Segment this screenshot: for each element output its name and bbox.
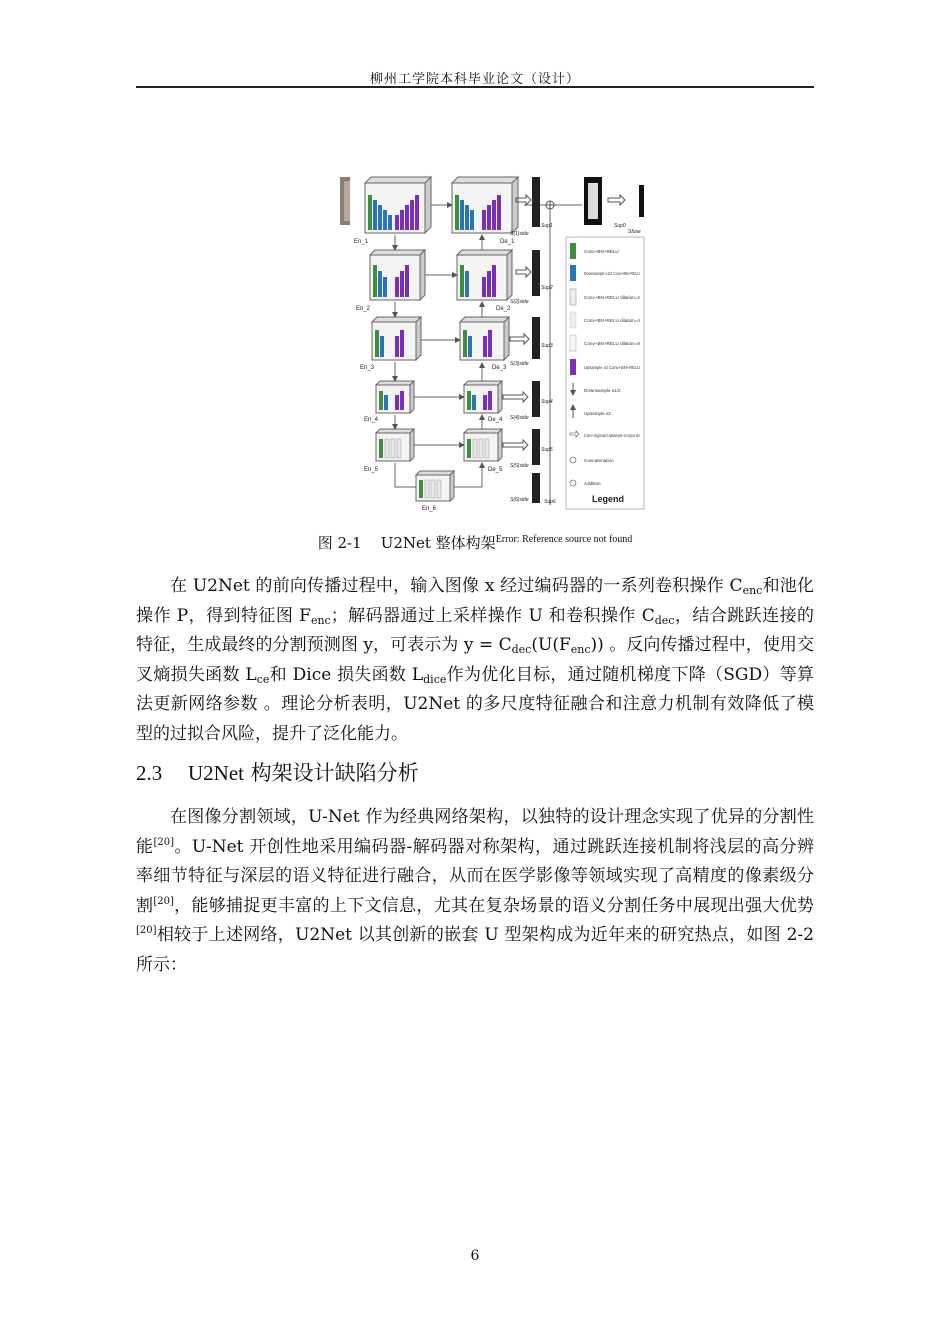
legend-item-9: Conv+Sigmoid Upsample to input siz — [584, 433, 641, 438]
decoder-de3 — [460, 317, 509, 360]
label-de3: De_3 — [492, 365, 507, 371]
label-de5: De_5 — [488, 467, 503, 473]
legend-item-10: Concatenation — [584, 458, 614, 463]
encoder-en1 — [365, 177, 431, 233]
label-fuse: Sfuse — [628, 229, 641, 235]
label-sup4: Sup4 — [541, 399, 553, 405]
legend-item-5: Conv+BN+RELU dilation=8 — [584, 341, 641, 346]
citation[interactable]: [20] — [153, 895, 174, 907]
legend-item-11: Addition — [584, 481, 601, 486]
section-title-cjk: 构架设计缺陷分析 — [244, 761, 419, 785]
figure-caption — [136, 532, 814, 553]
label-sup6: Sup6 — [544, 499, 556, 505]
label-en6: En_6 — [422, 506, 437, 512]
paragraph-forward-propagation: 在 U2Net 的前向传播过程中，输入图像 x 经过编码器的一系列卷积操作 $C_{enc}$和池化操作 P，得到特征图 $F_{enc}$；解码器通过上采样操作 U 和卷积操作 $C_{dec}$，结合跳跃连接的特征，生成最终的分割预测图 y，可表示为 $y = C_{dec}(U(F_{enc}))$ 。反向传播过程中，使用交叉熵损失函数 $L_{ce}$和 Dice 损失函数 $L_{dice}$作为优化目标，通过随机梯度下降（SGD）等算法更新网络参数 。理论分析表明，U2Net 的多尺度特征融合和注意力机制有效降低了模型的过拟合风险，提升了泛化能力。 — [136, 576, 815, 744]
decoder-de2 — [457, 250, 512, 300]
label-en1: En_1 — [354, 239, 369, 245]
encoder-en5 — [376, 429, 414, 461]
label-side5: S(5)side — [510, 463, 529, 469]
decoder-de4 — [464, 381, 502, 413]
label-sup5: Sup5 — [541, 447, 553, 453]
legend-item-3: Conv+BN+RELU dilation=2 — [584, 295, 641, 300]
label-sup3: Sup3 — [541, 343, 553, 349]
legend-title: Legend — [592, 494, 625, 504]
caption-text: U2Net 整体构架 — [380, 534, 496, 552]
caption-label: 图 2-1 — [317, 534, 362, 552]
label-en3: En_3 — [360, 365, 375, 371]
paragraph-unet-analysis: 在图像分割领域，U-Net 作为经典网络架构，以独特的设计理念实现了优异的分割性能[20]。U-Net 开创性地采用编码器-解码器对称架构，通过跳跃连接机制将浅层的高分辨率细节特征与深层的语义特征进行融合，从而在医学影像等领域实现了高精度的像素级分割[20]，能够捕捉更丰富的上下文信息，尤其在复杂场景的语义分割任务中展现出强大优势[20]相较于上述网络，U2Net 以其创新的嵌套 U 型架构成为近年来的研究热点，如图 2-2 所示： — [136, 807, 815, 975]
section-title-latin: U2Net — [188, 761, 244, 785]
section-heading — [136, 757, 419, 787]
label-side3: S(3)side — [510, 361, 529, 367]
label-de1: De_1 — [500, 239, 515, 245]
running-header: 柳州工学院本科毕业论文（设计） — [369, 72, 580, 87]
label-side1: S(1)side — [510, 231, 529, 237]
caption-error: Error: Reference source not found — [495, 534, 633, 545]
decoder-de5 — [464, 429, 502, 461]
label-sup1: Sup1 — [541, 223, 553, 229]
legend-item-6: Upsample x2 Conv+BN+RELU — [584, 365, 640, 370]
citation[interactable]: [20] — [136, 925, 157, 936]
legend-item-1: Conv+BN+RELU — [584, 249, 619, 254]
u2net-architecture-figure — [340, 175, 645, 515]
encoder-en3 — [372, 317, 421, 360]
encoder-en2 — [370, 250, 425, 300]
label-sup2: Sup2 — [541, 285, 553, 291]
header-rule — [136, 86, 814, 88]
encoder-en6 — [416, 471, 454, 501]
legend-item-2: Downsample x1/2 Conv+BN+RELU — [584, 271, 640, 276]
label-de4: De_4 — [488, 417, 503, 423]
legend-item-8: Upsample x2 — [584, 411, 611, 416]
label-side6: S(6)side — [510, 497, 529, 503]
page-number: 6 — [470, 1248, 480, 1264]
label-en2: En_2 — [356, 306, 371, 312]
legend — [566, 237, 644, 509]
section-number: 2.3 — [136, 761, 163, 785]
label-en5: En_5 — [364, 467, 379, 473]
label-de2: De_2 — [496, 306, 511, 312]
encoder-en4 — [376, 381, 414, 413]
label-sup0: Sup0 — [614, 223, 626, 229]
decoder-de1 — [452, 177, 518, 233]
citation[interactable]: [20] — [153, 836, 174, 848]
label-side2: S(2)side — [510, 299, 529, 305]
legend-item-7: Downsample x1/2 — [584, 388, 621, 393]
label-en4: En_4 — [364, 417, 379, 423]
label-side4: S(4)side — [510, 415, 529, 421]
legend-item-4: Conv+BN+RELU dilation=4 — [584, 318, 641, 323]
